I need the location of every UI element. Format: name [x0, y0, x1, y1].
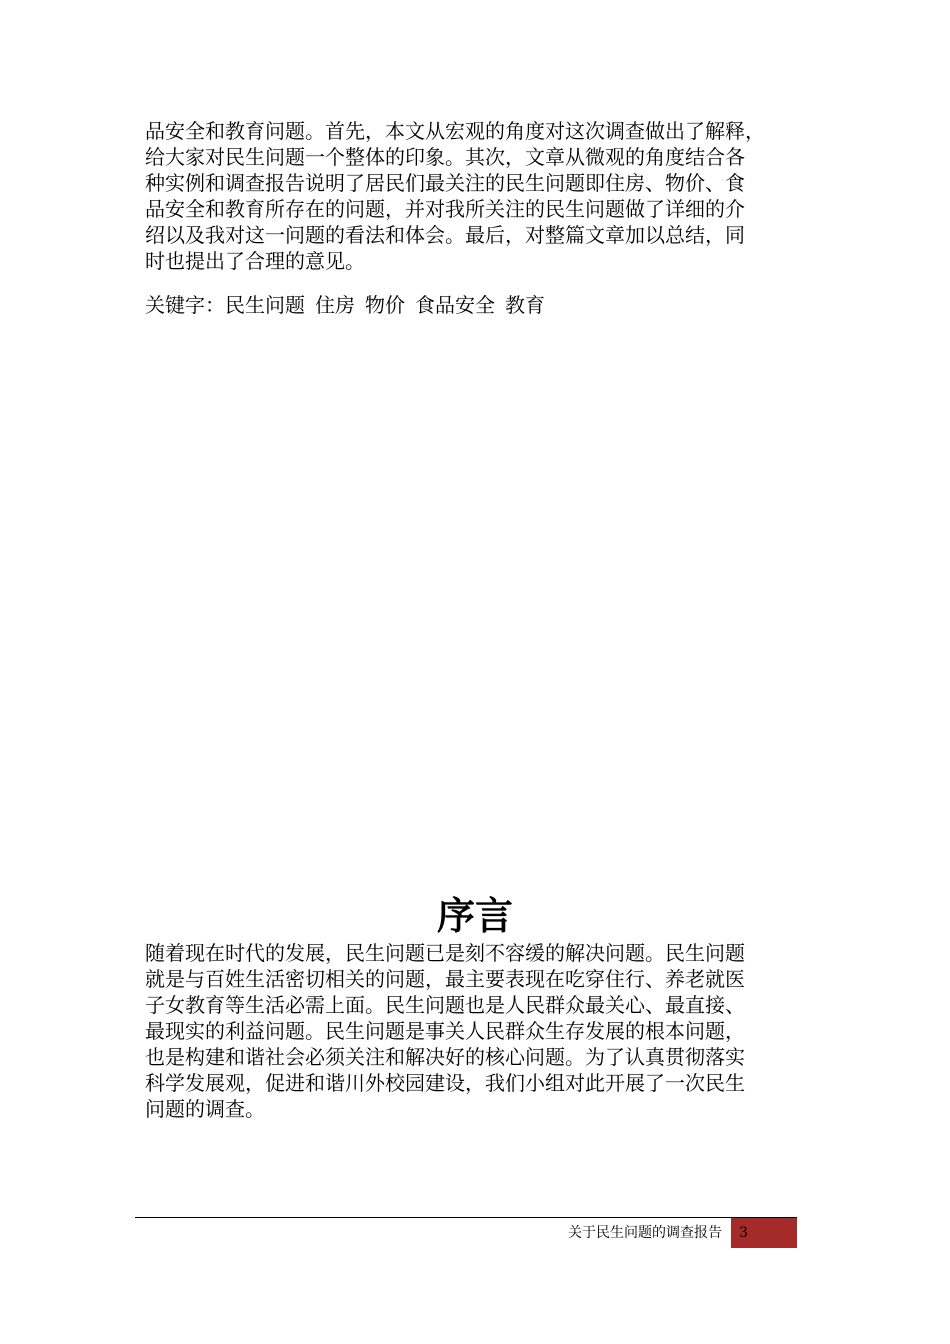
preface-line: 随着现在时代的发展，民生问题已是刻不容缓的解决问题。民生问题 [145, 941, 745, 965]
abstract-line: 绍以及我对这一问题的看法和体会。最后，对整篇文章加以总结，同 [145, 223, 745, 247]
keyword: 民生问题 [225, 293, 305, 317]
preface-line: 最现实的利益问题。民生问题是事关人民群众生存发展的根本问题， [145, 1019, 745, 1043]
preface-line: 子女教育等生活必需上面。民生问题也是人民群众最关心、最直接、 [145, 993, 745, 1017]
keywords-label: 关键字： [145, 293, 225, 317]
keywords-line [145, 292, 555, 318]
abstract-line: 给大家对民生问题一个整体的印象。其次，文章从微观的角度结合各 [145, 145, 745, 169]
page-number: 3 [739, 1225, 748, 1241]
abstract-line: 种实例和调查报告说明了居民们最关注的民生问题即住房、物价、食 [145, 171, 745, 195]
abstract-paragraph [145, 118, 810, 274]
preface-line: 就是与百姓生活密切相关的问题，最主要表现在吃穿住行、养老就医 [145, 967, 745, 991]
footer-divider [135, 1217, 797, 1218]
preface-line: 问题的调查。 [145, 1097, 265, 1121]
preface-line: 科学发展观，促进和谐川外校园建设，我们小组对此开展了一次民生 [145, 1071, 745, 1095]
preface-heading: 序言 [436, 894, 513, 938]
preface-line: 也是构建和谐社会必须关注和解决好的核心问题。为了认真贯彻落实 [145, 1045, 745, 1069]
footer-document-title: 关于民生问题的调查报告 [568, 1225, 722, 1241]
abstract-line: 品安全和教育所存在的问题，并对我所关注的民生问题做了详细的介 [145, 197, 745, 221]
abstract-line: 品安全和教育问题。首先，本文从宏观的角度对这次调查做出了解释， [145, 119, 765, 143]
keyword: 物价 [365, 293, 405, 317]
keyword: 食品安全 [415, 293, 495, 317]
keyword: 住房 [315, 293, 355, 317]
page-number-badge [731, 1218, 797, 1248]
preface-paragraph [145, 940, 810, 1122]
keyword: 教育 [505, 293, 545, 317]
abstract-line: 时也提出了合理的意见。 [145, 249, 365, 273]
